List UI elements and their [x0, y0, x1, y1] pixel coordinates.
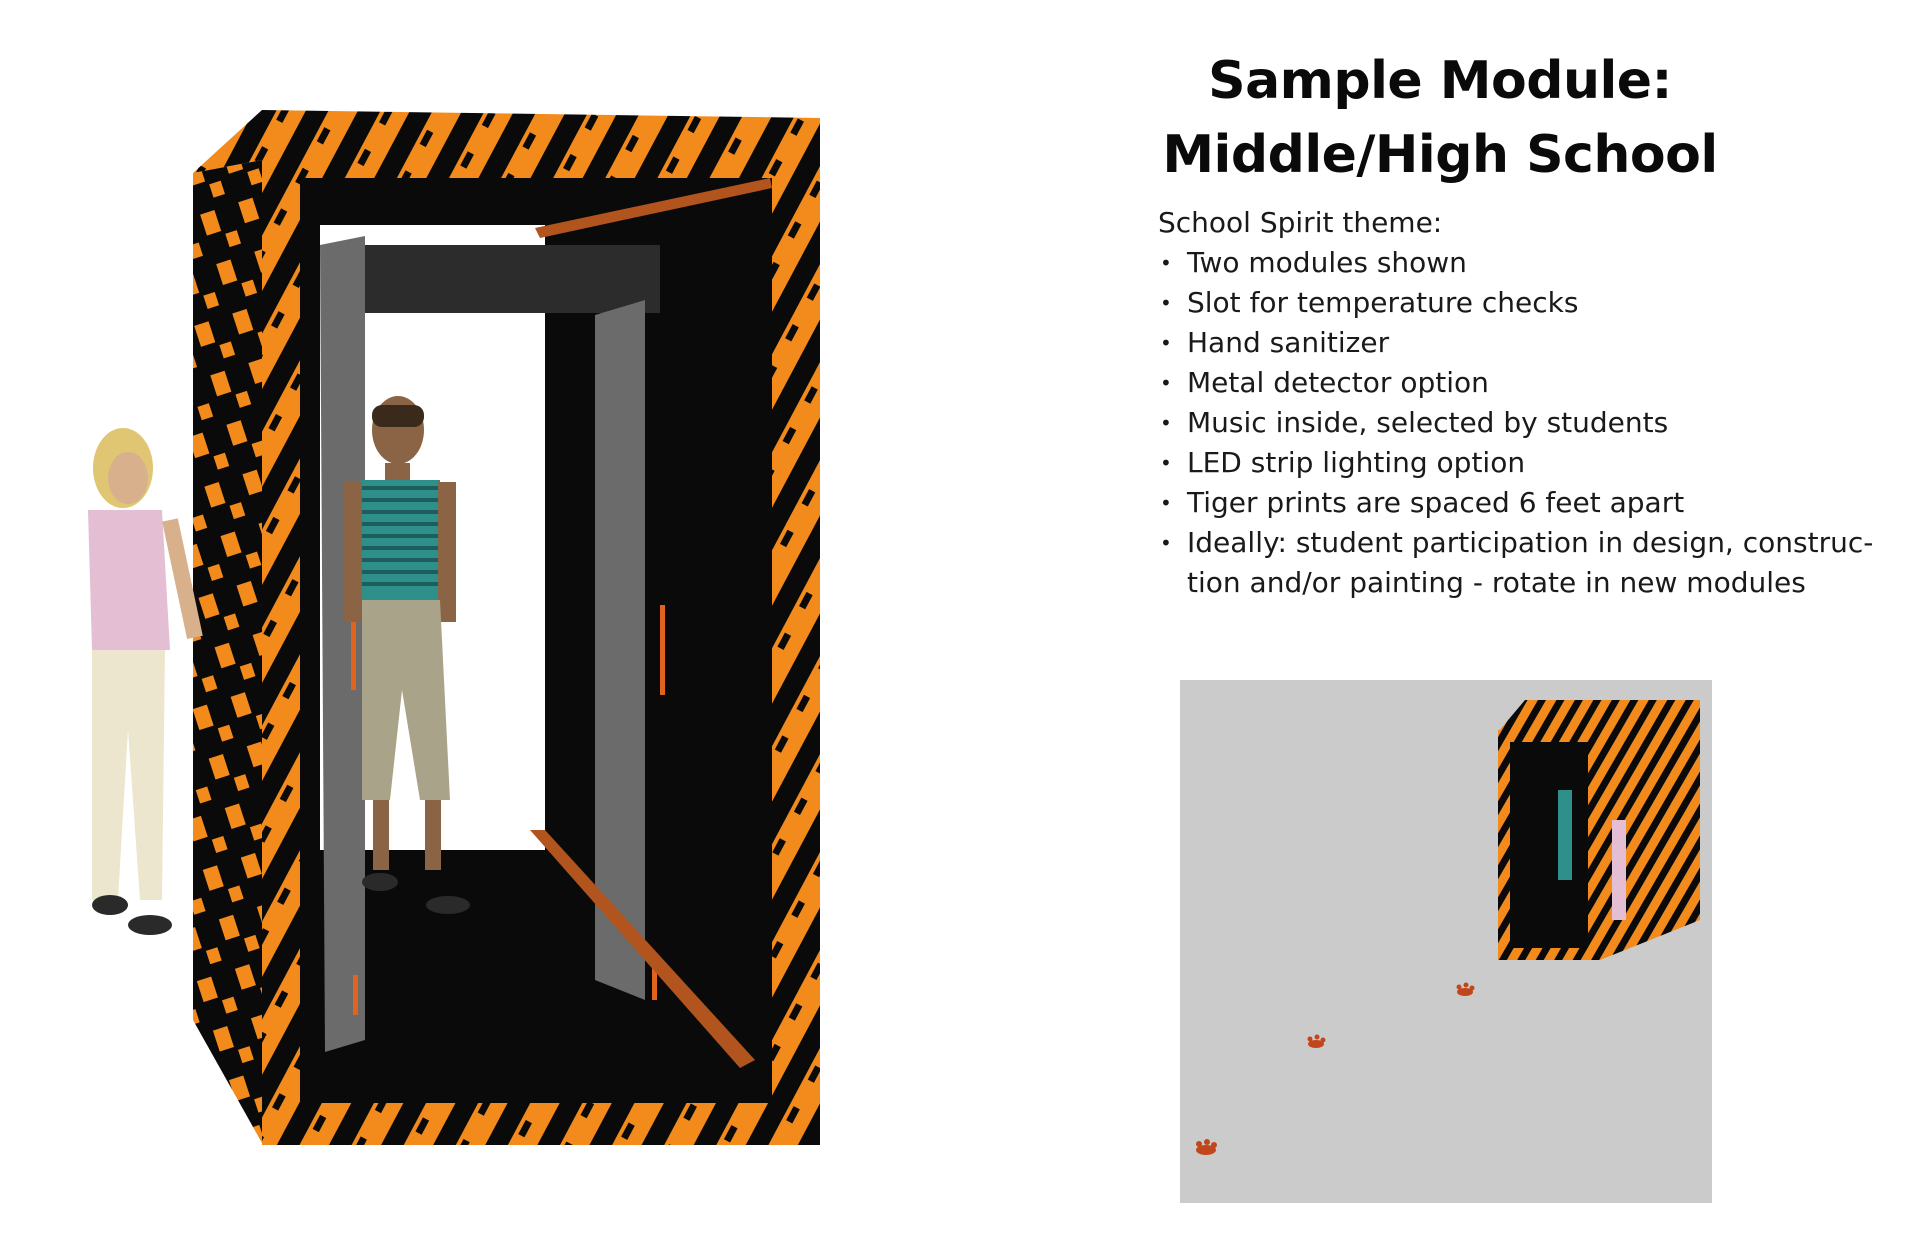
title-block: [1140, 44, 1740, 192]
paw-print-icon: [1308, 1035, 1326, 1049]
page-title-line2: Middle/High School: [1162, 125, 1718, 185]
list-item: • Hand sanitizer: [1158, 323, 1878, 363]
mini-woman: [1612, 820, 1626, 920]
metal-detector-top: [350, 245, 660, 313]
paw-print-icon: [1196, 1139, 1217, 1155]
metal-detector-left-post: [320, 236, 365, 1052]
list-item: • Slot for temperature checks: [1158, 283, 1878, 323]
list-item: • Music inside, selected by students: [1158, 403, 1878, 443]
plan-view-image: [1180, 680, 1712, 1203]
booth-mini-opening: [1510, 742, 1588, 948]
led-strip: [353, 975, 358, 1015]
feature-description: [1158, 203, 1878, 603]
list-item-continuation: tion and/or painting - rotate in new modules: [1187, 566, 1806, 599]
mini-student: [1558, 790, 1572, 880]
plan-view-render: [1180, 680, 1712, 1203]
list-item: • LED strip lighting option: [1158, 443, 1878, 483]
page-title-line1: Sample Module:: [1208, 51, 1672, 111]
led-strip: [351, 615, 356, 690]
woman-figure: [88, 428, 203, 935]
booth-side-wall: [193, 160, 262, 1143]
paw-print-icon: [1457, 983, 1475, 997]
theme-intro: School Spirit theme:: [1158, 206, 1443, 239]
list-item: • Tiger prints are spaced 6 feet apart: [1158, 483, 1878, 523]
list-item: • Two modules shown: [1158, 243, 1878, 283]
list-item: • Ideally: student participation in design, construc-: [1158, 523, 1878, 563]
list-item: • Metal detector option: [1158, 363, 1878, 403]
booth-module-render: [0, 0, 880, 1243]
feature-list: [1158, 243, 1878, 603]
led-strip: [660, 605, 665, 695]
